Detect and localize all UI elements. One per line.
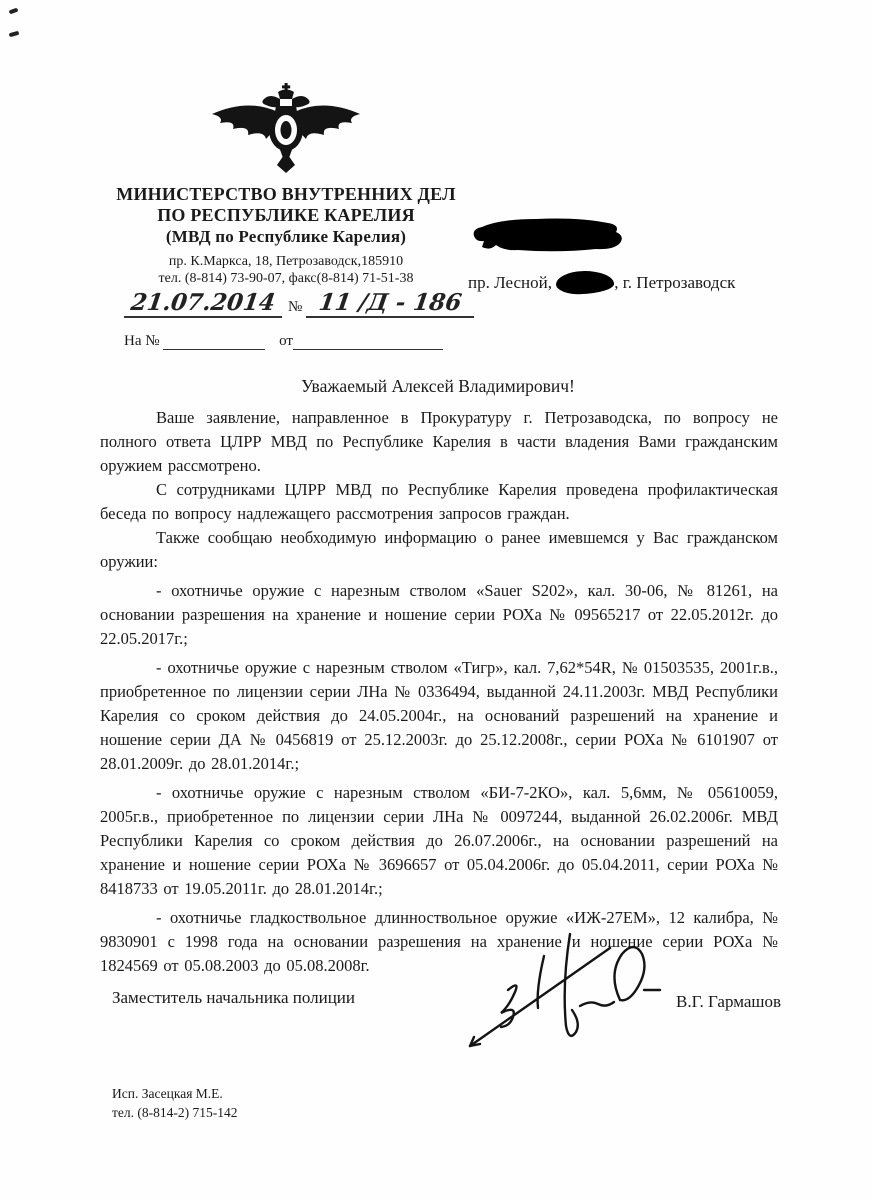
paragraph: С сотрудниками ЦЛРР МВД по Республике Карелия проведена профилактическая беседа по вопросу надлежащего рассмотрения запросов граждан. [100,480,778,523]
weapon-item: - охотничье оружие с нарезным стволом «Тигр», кал. 7,62*54R, № 01503535, 2001г.в., приобретенное по лицензии серии ЛНа № 0336494, выданной 24.11.2003г. МВД Республики Карелия со сроком действия до 24.05.2004г., на оснований разрешений на хранение и ношение серии ДА № 0456819 от 25.12.2003г. до 25.12.2008г., серии РОХа № 6101907 от 28.01.2009г. до 28.01.2014г.; [100,658,778,773]
executor-name: Исп. Засецкая М.Е. [112,1086,223,1101]
weapon-item: - охотничье оружие с нарезным стволом «БИ-7-2КО», кал. 5,6мм, № 05610059, 2005г.в., приобретенное по лицензии серии ЛНа № 0097244, выданной 26.02.2006г. МВД Республики Карелия со сроком действия до 26.07.2006г., на основании разрешений на хранение и ношение серии РОХа № 3696657 от 05.04.2006г. до 05.04.2011, серии РОХа № 8418733 от 19.05.2011г. до 28.01.2014г.; [100,783,778,898]
org-name-line2: ПО РЕСПУБЛИКЕ КАРЕЛИЯ [157,205,415,225]
scan-artifact [9,31,20,37]
recipient-address-suffix: , г. Петрозаводск [614,273,736,292]
reference-date-blank [293,335,443,350]
na-label: На № [124,333,160,349]
reference-number-blank [163,335,265,350]
redaction-mark-icon [556,270,615,295]
letterhead [96,82,476,350]
recipient-address [468,271,808,294]
reference-line [96,333,476,350]
number-sign: № [288,299,303,315]
org-name-line1: МИНИСТЕРСТВО ВНУТРЕННИХ ДЕЛ [116,184,456,204]
letter-body [100,406,778,978]
outgoing-date-field [124,289,282,318]
handwritten-number: 11 /Д - 186 [317,289,464,316]
executor-phone: тел. (8-814-2) 715-142 [112,1105,238,1120]
redaction-mark-icon [468,205,643,257]
org-phone: тел. (8-814) 73-90-07, факс(8-814) 71-51-38 [158,271,414,286]
org-address: пр. К.Маркса, 18, Петрозаводск,185910 [168,254,404,269]
recipient-block [468,205,808,294]
paragraph: Ваше заявление, направленное в Прокуратуру г. Петрозаводска, по вопросу не полного ответа ЦЛРР МВД по Республике Карелия в части владения Вами гражданским оружием рассмотрено. [100,408,778,475]
org-name-line3: (МВД по Республике Карелия) [165,227,407,246]
ot-label: от [279,333,293,349]
weapon-item: - охотничье оружие с нарезным стволом «Sauer S202», кал. 30-06, № 81261, на основании разрешения на хранение и ношение серии РОХа № 09565217 от 22.05.2012г. до 22.05.2017г.; [100,581,778,648]
scan-artifact [9,8,19,15]
mvd-eagle-emblem-icon [208,82,364,174]
outgoing-number-field [306,289,474,318]
executor-block [112,1084,237,1122]
outgoing-number-line [96,289,476,323]
recipient-address-prefix: пр. Лесной, [468,273,552,292]
handwritten-date: 21.07.2014 [129,289,277,316]
signer-name: В.Г. Гармашов [676,992,781,1011]
paragraph: Также сообщаю необходимую информацию о ранее имевшемся у Вас гражданском оружии: [100,528,778,571]
weapon-item: - охотничье гладкоствольное длинноствольное оружие «ИЖ-27ЕМ», 12 калибра, № 9830901 с 1998 года на основании разрешения на хранение и ношение серии РОХа № 1824569 от 05.08.2003 до 05.08.2008г. [100,908,778,975]
signature-icon [452,928,682,1058]
salutation: Уважаемый Алексей Владимирович! [301,376,575,396]
signer-position: Заместитель начальника полиции [112,988,356,1007]
